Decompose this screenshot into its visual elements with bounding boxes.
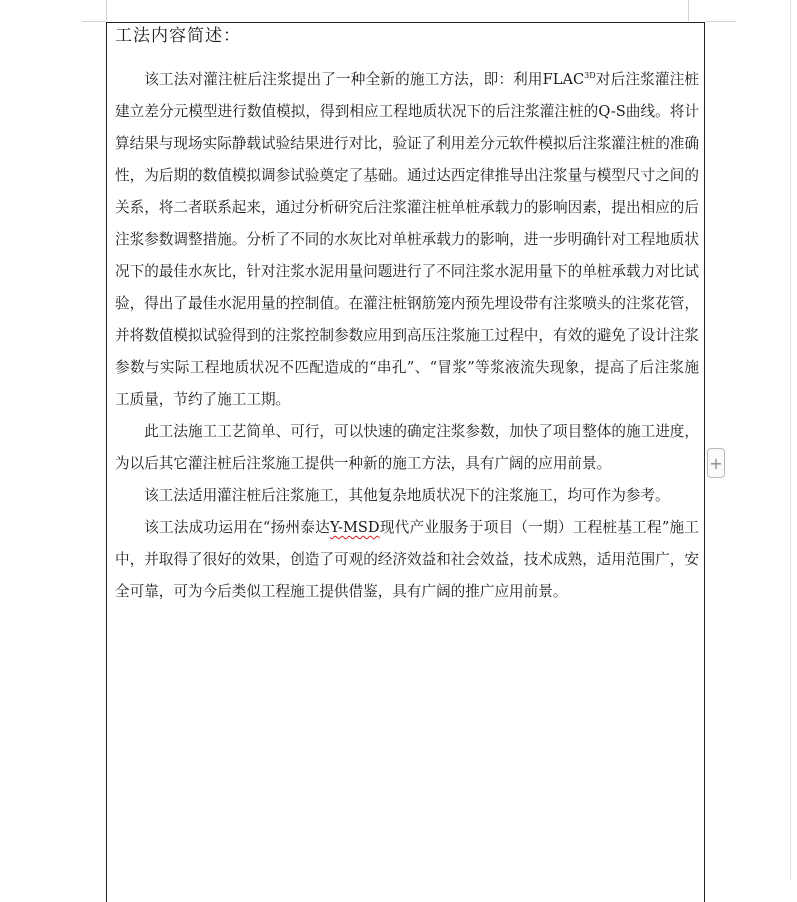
text-run: 现代产业服务于项目（一期）工程桩基工程”施工中，并取得了很好的效果，创造了可观的经济效益和社会效益，技术成熟，适用范围广，安全可靠，可为今后类似工程施工提供借鉴，具有广阔的推广应用前景。	[115, 519, 699, 600]
paragraph-advantages: 此工法施工工艺简单、可行，可以快速的确定注浆参数，加快了项目整体的施工进度，为以后其它灌注桩后注浆施工提供一种新的施工方法，具有广阔的应用前景。	[115, 423, 699, 472]
paragraph-method	[115, 64, 699, 416]
text-run: 该工法成功运用在“扬州泰达	[144, 519, 330, 536]
paragraph-scope: 该工法适用灌注桩后注浆施工，其他复杂地质状况下的注浆施工，均可作为参考。	[144, 487, 670, 504]
superscript: 3D	[584, 71, 596, 81]
text-run: 对后注浆灌注桩建立差分元模型进行数值模拟，得到相应工程地质状况下的后注浆灌注桩的Q-S曲线。将计算结果与现场实际静载试验结果进行对比，验证了利用差分元软件模拟后注浆灌注桩的准确性，为后期的数值模拟调参试验奠定了基础。通过达西定律推导出注浆量与模型尺寸之间的关系，将二者联系起来，通过分析研究后注浆灌注桩单桩承载力的影响因素，提出相应的后注浆参数调整措施。分析了不同的水灰比对单桩承载力的影响，进一步明确针对工程地质状况下的最佳水灰比，针对注浆水泥用量问题进行了不同注浆水泥用量下的单桩承载力对比试验，得出了最佳水泥用量的控制值。在灌注桩钢筋笼内预先埋设带有注浆喷头的注浆花管，并将数值模拟试验得到的注浆控制参数应用到高压注浆施工过程中，有效的避免了设计注浆参数与实际工程地质状况不匹配造成的“串孔”、“冒浆”等浆液流失现象，提高了后注浆施工质量，节约了施工工期。	[115, 71, 699, 408]
section-heading: 工法内容简述：	[115, 26, 241, 46]
spellcheck-flagged-word[interactable]: Y-MSD	[330, 519, 380, 536]
add-row-button[interactable]	[707, 448, 725, 478]
paragraph-application	[115, 512, 699, 608]
text-run: 该工法对灌注桩后注浆提出了一种全新的施工方法，即：利用FLAC	[144, 71, 585, 88]
page-corner-guide	[688, 0, 689, 21]
plus-icon: +	[709, 453, 723, 473]
page-corner-guide	[106, 0, 107, 21]
page-corner-guide	[706, 21, 736, 22]
page-edge-line	[790, 0, 791, 880]
document-body[interactable]	[115, 64, 699, 608]
page-corner-guide	[82, 21, 106, 22]
